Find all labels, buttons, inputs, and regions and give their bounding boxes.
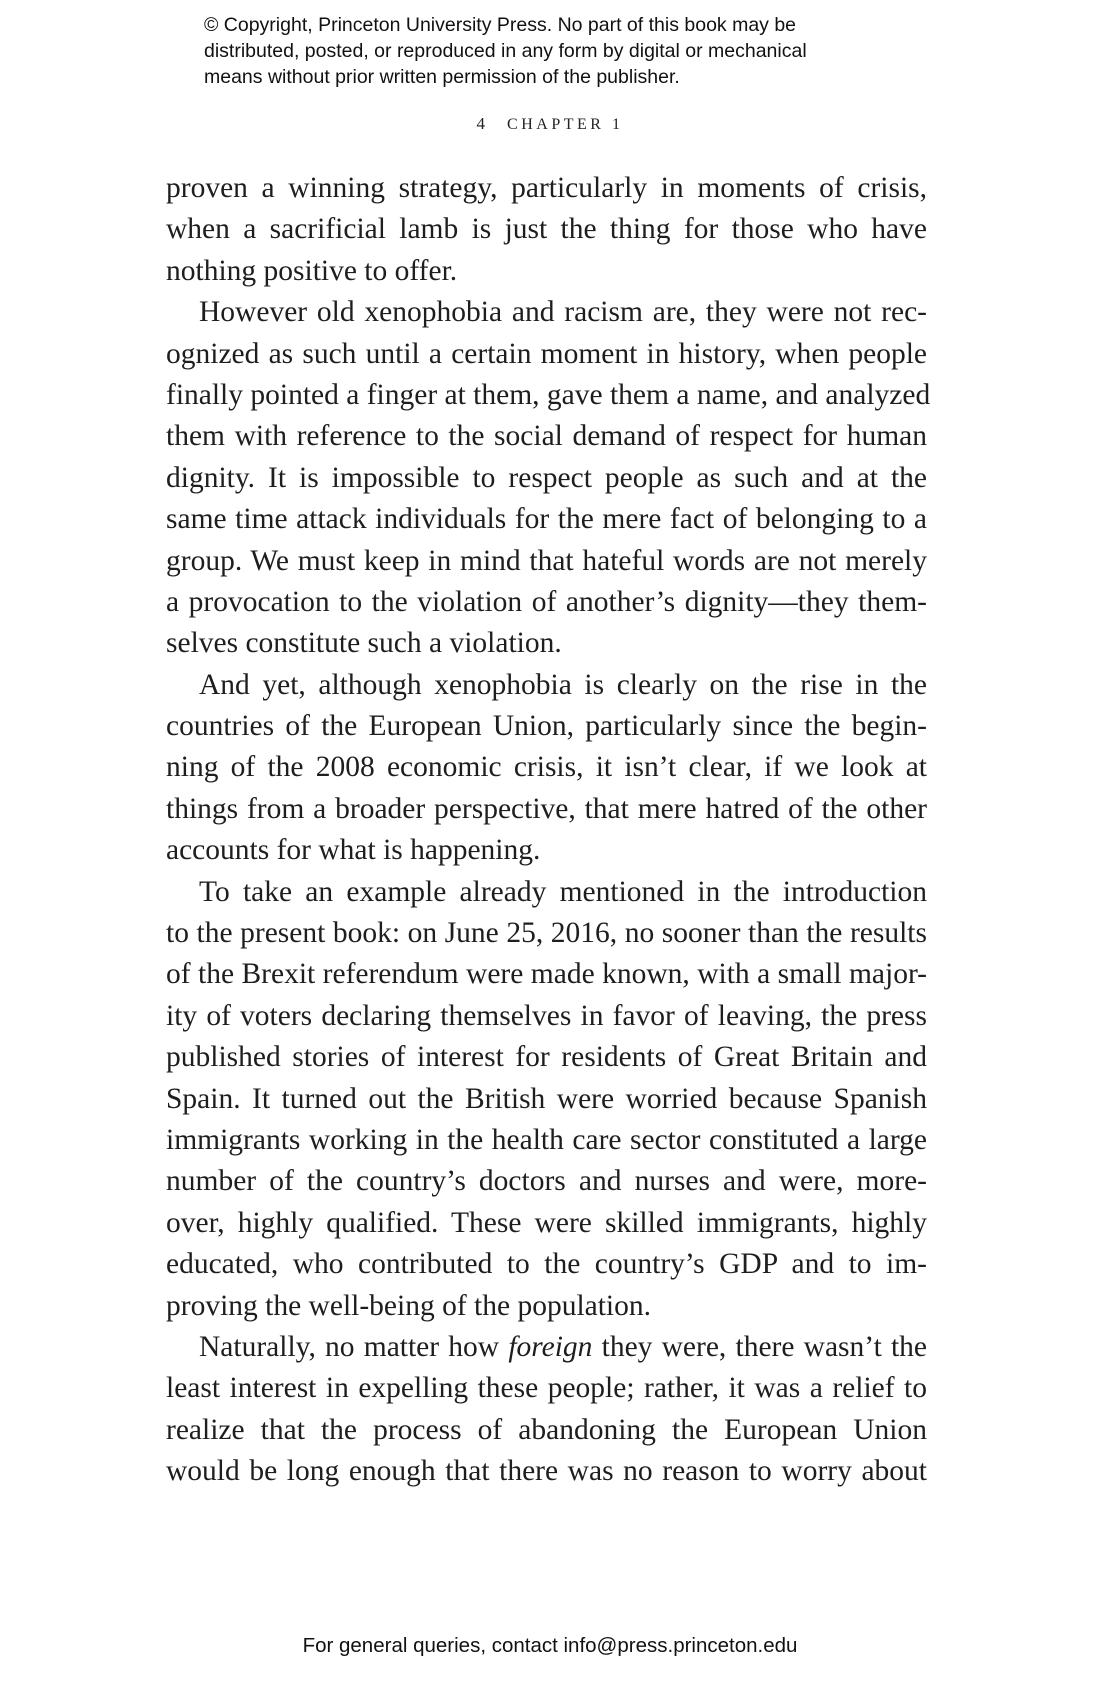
text-line: ity of voters declaring themselves in favor of leaving, the press [166,999,927,1032]
text-line: accounts for what is happening. [166,834,541,867]
text-line: educated, who contributed to the country’s GDP and to im- [166,1248,927,1281]
text-line: immigrants working in the health care sector constituted a large [166,1123,927,1156]
chapter-label: CHAPTER 1 [507,116,624,133]
text-line: group. We must keep in mind that hateful words are not merely [166,544,927,577]
text-line: things from a broader perspective, that mere hatred of the other [166,792,927,825]
text-line: countries of the European Union, particularly since the begin- [166,710,927,743]
text-line: Spain. It turned out the British were worried because Spanish [166,1082,927,1115]
text-line: nothing positive to offer. [166,254,458,287]
page-number: 4 [476,114,486,133]
text-line: dignity. It is impossible to respect people as such and at the [166,461,927,494]
text-line: realize that the process of abandoning the European Union [166,1413,927,1446]
running-head [0,114,1100,134]
text-line: to the present book: on June 25, 2016, no sooner than the results [166,917,927,950]
text-line: number of the country’s doctors and nurses and were, more- [166,1165,927,1198]
text-line: finally pointed a finger at them, gave them a name, and analyzed [166,378,931,411]
emphasis-text: foreign [508,1330,593,1363]
text-line: proven a winning strategy, particularly in moments of crisis, [166,172,927,204]
copyright-line: means without prior written permission of the publisher. [204,66,680,88]
body-text [166,168,931,1493]
text-line: them with reference to the social demand of respect for human [166,420,927,453]
text-line: And yet, although xenophobia is clearly on the rise in the [199,668,927,701]
text-line: ognized as such until a certain moment in history, when people [166,337,927,370]
text-line: However old xenophobia and racism are, they were not rec- [199,296,927,329]
text-line: least interest in expelling these people; rather, it was a relief to [166,1372,927,1405]
copyright-notice [204,12,924,90]
copyright-line: © Copyright, Princeton University Press. No part of this book may be [204,14,797,36]
text-line: a provocation to the violation of another’s dignity—they them- [166,585,927,618]
text-line: selves constitute such a violation. [166,627,562,660]
text-line: would be long enough that there was no reason to worry about [166,1455,927,1488]
text-segment: they were, there wasn’t the [592,1330,928,1363]
text-line: proving the well-being of the population. [166,1289,652,1322]
text-line: over, highly qualified. These were skilled immigrants, highly [166,1206,927,1239]
text-segment: Naturally, no matter how [199,1330,509,1363]
footer-contact: For general queries, contact info@press.princeton.edu [302,1634,798,1657]
text-line: same time attack individuals for the mere fact of belonging to a [166,503,927,536]
text-line: ning of the 2008 economic crisis, it isn’t clear, if we look at [166,751,927,784]
text-line: when a sacrificial lamb is just the thing for those who have [166,213,927,246]
copyright-line: distributed, posted, or reproduced in any form by digital or mechanical [204,40,807,62]
text-line: To take an example already mentioned in the introduction [199,875,927,908]
text-line [166,1327,927,1368]
text-line: of the Brexit referendum were made known, with a small major- [166,958,927,991]
text-line: published stories of interest for residents of Great Britain and [166,1041,927,1074]
